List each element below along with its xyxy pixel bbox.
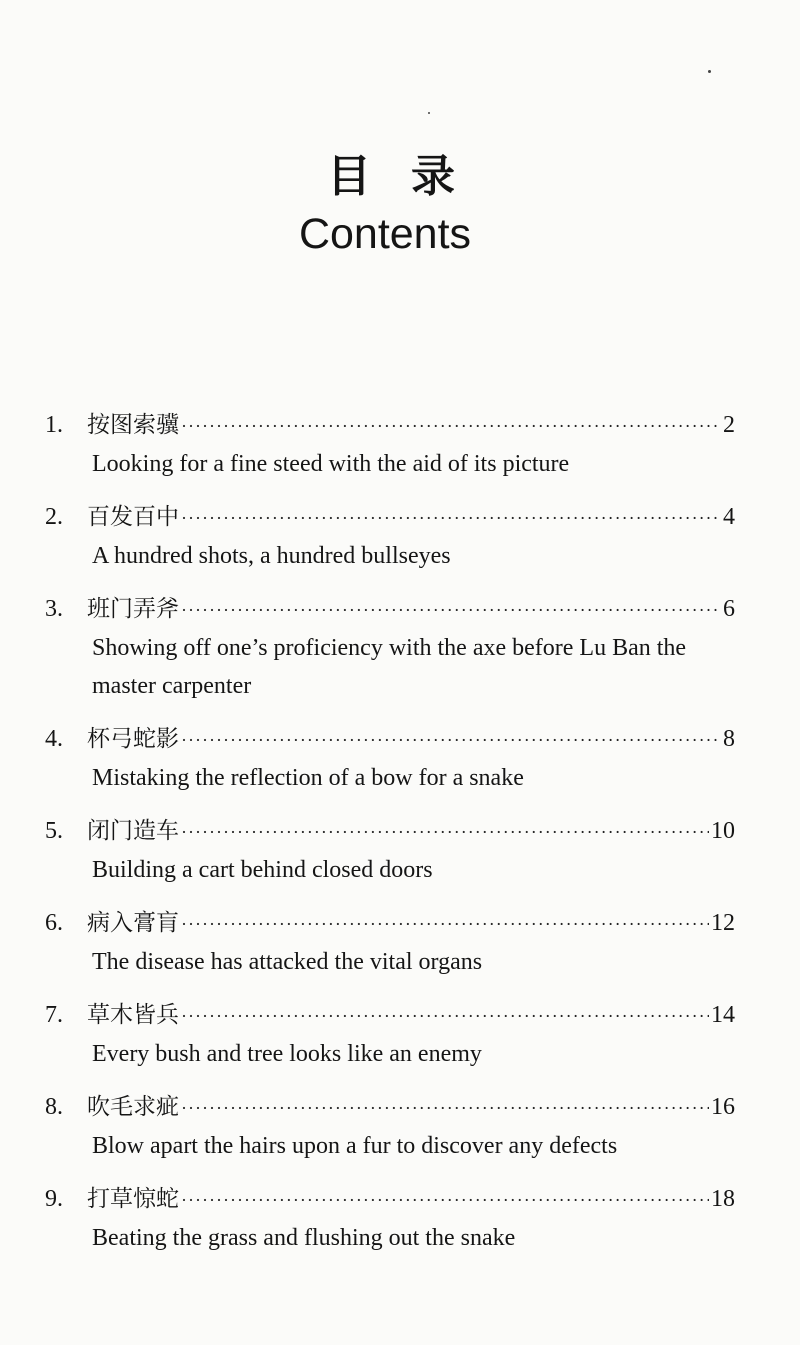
entry-page-number: 10 <box>711 818 735 844</box>
dot-leader <box>181 1088 709 1128</box>
entry-number: 4. <box>45 726 63 752</box>
toc-entry[interactable] <box>45 903 735 981</box>
page-title-english: Contents <box>298 210 472 258</box>
entry-page-number: 18 <box>711 1186 735 1212</box>
entry-english-title: Looking for a fine steed with the aid of its picture <box>92 451 570 477</box>
entry-number: 7. <box>45 1002 63 1028</box>
dot-leader <box>181 812 709 852</box>
toc-entry-heading <box>45 719 735 759</box>
toc-entry[interactable] <box>45 1087 735 1165</box>
dot-leader <box>181 590 721 630</box>
entry-page-number: 4 <box>723 504 735 530</box>
entry-english-title: Blow apart the hairs upon a fur to discover any defects <box>92 1133 618 1159</box>
toc-entry-heading <box>45 1179 735 1219</box>
entry-number: 9. <box>45 1186 63 1212</box>
dot-leader <box>181 904 709 944</box>
toc-entry-heading <box>45 1087 735 1127</box>
entry-english-title: Every bush and tree looks like an enemy <box>92 1041 482 1067</box>
entry-chinese-title: 班门弄斧 <box>87 596 179 622</box>
entry-english-title: Showing off one’s proficiency with the axe before Lu Ban the master carpenter <box>92 635 687 699</box>
dot-leader <box>181 996 709 1036</box>
entry-chinese-title: 草木皆兵 <box>87 1002 179 1028</box>
entry-page-number: 12 <box>711 910 735 936</box>
toc-entry-heading <box>45 497 735 537</box>
entry-chinese-title: 病入膏肓 <box>87 910 179 936</box>
scan-speck <box>708 70 711 73</box>
entry-english-title: Beating the grass and flushing out the snake <box>92 1225 516 1251</box>
toc-entry[interactable] <box>45 995 735 1073</box>
toc-entry-heading <box>45 995 735 1035</box>
dot-leader <box>181 406 721 446</box>
toc-entry[interactable] <box>45 719 735 797</box>
entry-chinese-title: 按图索骥 <box>87 412 179 438</box>
entry-english-title: Building a cart behind closed doors <box>92 857 433 883</box>
toc-entry-heading <box>45 811 735 851</box>
page-title-chinese: 目录 <box>327 151 495 202</box>
entry-page-number: 6 <box>723 596 735 622</box>
toc-entry-heading <box>45 589 735 629</box>
scan-speck <box>428 112 430 114</box>
entry-english-title: The disease has attacked the vital organs <box>92 949 483 975</box>
entry-chinese-title: 闭门造车 <box>87 818 179 844</box>
entry-chinese-title: 杯弓蛇影 <box>87 726 179 752</box>
toc-entry-heading <box>45 903 735 943</box>
toc-entry[interactable] <box>45 1179 735 1257</box>
entry-number: 1. <box>45 412 63 438</box>
table-of-contents <box>45 405 735 1271</box>
dot-leader <box>181 720 721 760</box>
entry-chinese-title: 百发百中 <box>87 504 179 530</box>
entry-number: 8. <box>45 1094 63 1120</box>
entry-number: 6. <box>45 910 63 936</box>
entry-english-title: A hundred shots, a hundred bullseyes <box>92 543 451 569</box>
toc-entry-heading <box>45 405 735 445</box>
entry-chinese-title: 吹毛求疵 <box>87 1094 179 1120</box>
entry-page-number: 8 <box>723 726 735 752</box>
entry-page-number: 16 <box>711 1094 735 1120</box>
toc-entry[interactable] <box>45 405 735 483</box>
entry-page-number: 14 <box>711 1002 735 1028</box>
entry-english-title: Mistaking the reflection of a bow for a snake <box>92 765 524 791</box>
toc-entry[interactable] <box>45 811 735 889</box>
entry-page-number: 2 <box>723 412 735 438</box>
dot-leader <box>181 1180 709 1220</box>
toc-entry[interactable] <box>45 497 735 575</box>
toc-entry[interactable] <box>45 589 735 705</box>
entry-number: 2. <box>45 504 63 530</box>
entry-number: 3. <box>45 596 63 622</box>
dot-leader <box>181 498 721 538</box>
entry-chinese-title: 打草惊蛇 <box>87 1186 179 1212</box>
entry-number: 5. <box>45 818 63 844</box>
